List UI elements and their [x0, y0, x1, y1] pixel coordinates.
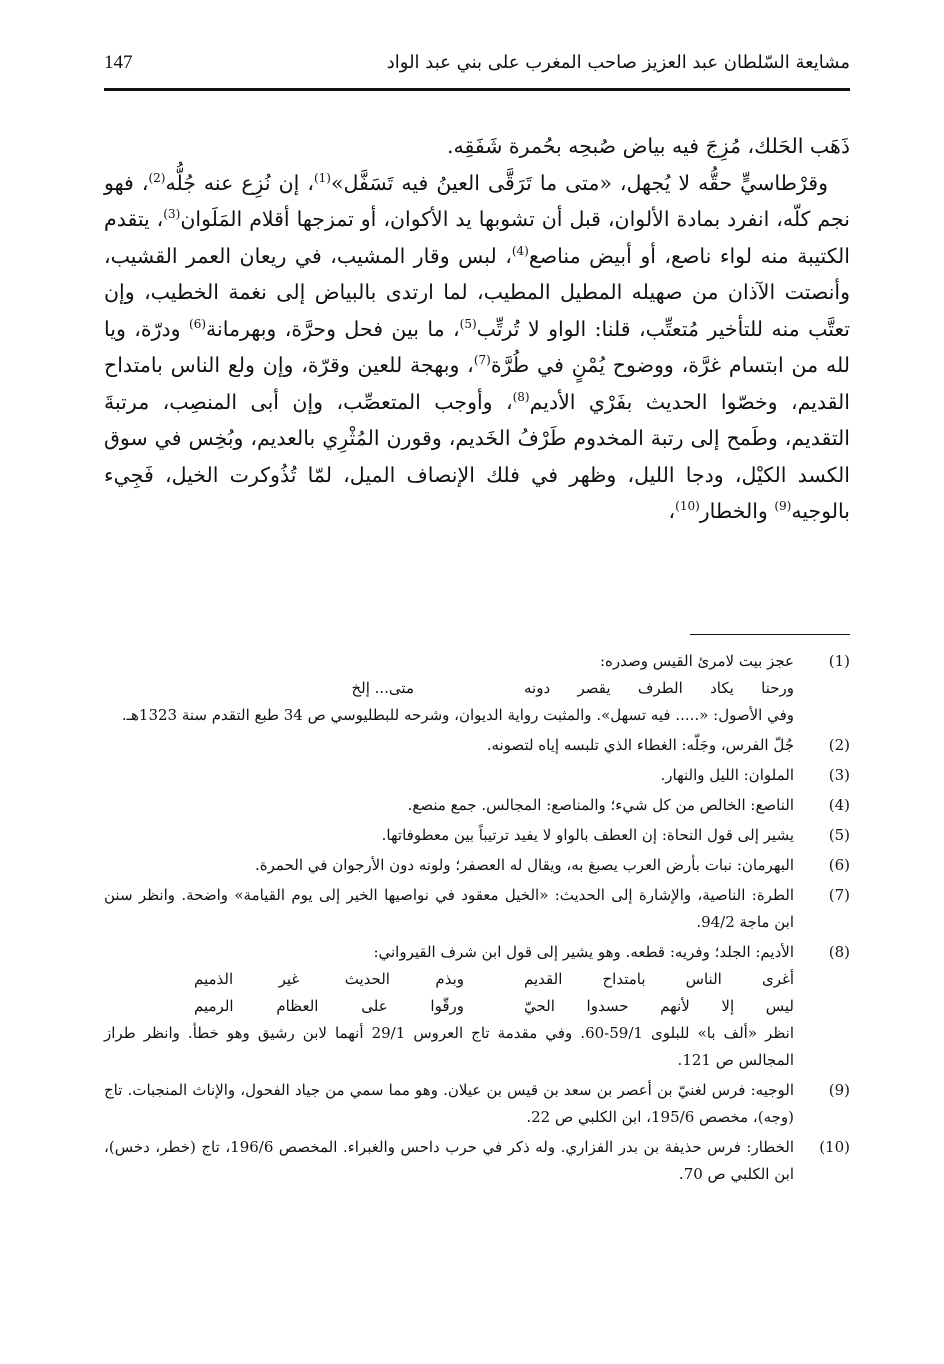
footnote-number: (6)	[828, 856, 850, 874]
footnote-number: (5)	[828, 826, 850, 844]
main-text	[104, 128, 850, 530]
footnote-ref[interactable]: (3)	[163, 207, 181, 221]
footnote-text: عجز بيت لامرئ القيس وصدره:	[599, 652, 794, 670]
footnote	[104, 1077, 850, 1131]
footnote-number: (3)	[828, 766, 850, 784]
footnote-ref[interactable]: (2)	[148, 170, 166, 185]
footnote-ref[interactable]: (7)	[473, 353, 491, 367]
text-run: ودرّة، ويا لله من ابتسام غرَّة، ووضوح يُمْنٍ في طُرَّة	[104, 316, 850, 377]
footnote-ref[interactable]: (5)	[459, 316, 477, 331]
footnote-ref[interactable]: (4)	[511, 243, 529, 258]
footnote	[104, 762, 850, 789]
text-run: ، لبس وقار المشيب، في ريعان العمر القشيب، وأنصتت الآذان من صهيله المطيل المطيب، لما ارتدى بالبياض إلى نغمة الخطيب، وإن تعتَّب منه للتأخير مُتعتِّب، قلنا: الواو لا تُرتِّب	[104, 243, 850, 341]
hemistich: وبذم الحديث غير الذميم	[194, 970, 464, 988]
footnote-ref[interactable]: (1)	[313, 170, 331, 185]
footnote-number: (10)	[819, 1138, 850, 1156]
text-run: ذَهَب الحَلك، مُزِجَ فيه بياض صُبحِه بحُمرة شَفَقِه.	[446, 134, 850, 158]
page-number: 147	[104, 52, 133, 73]
footnote	[104, 792, 850, 819]
verse-line	[194, 675, 794, 702]
running-head: مشايعة السّلطان عبد العزيز صاحب المغرب على بني عبد الواد	[386, 52, 850, 73]
footnote-text: البهرمان: نبات بأرض العرب يصبغ به، ويقال له العصفر؛ ولونه دون الأرجوان في الحمرة.	[254, 856, 794, 874]
footnote-separator	[690, 634, 850, 635]
text-run: وقرْطاسيٍّ حقُّه لا يُجهل، «متى ما تَرَقَّى العينُ فيه تَسَفَّل»	[330, 170, 828, 195]
footnote	[104, 732, 850, 759]
footnote-text: الناصع: الخالص من كل شيء؛ والمناصع: المجالس. جمع منصع.	[407, 796, 794, 814]
text-run: ، يتقدم الكتيبة منه لواء ناصع، أو أبيض مناصع	[104, 207, 850, 268]
footnote-ref[interactable]: (6)	[189, 316, 207, 331]
footnote-text: الخطار: فرس حذيفة بن بدر الفزاري. وله ذكر في حرب داحس والغبراء. المخصص 196/6، تاج (خطر، دخس)، ابن الكلبي ص 70.	[104, 1138, 795, 1183]
text-run: ، ما بين فحل وحرَّة، وبهرمانة	[206, 316, 460, 341]
footnote-ref[interactable]: (8)	[512, 389, 530, 404]
hemistich: ورقّوا على العظام الرميم	[194, 997, 464, 1015]
text-run: ، وبهجة للعين وقرّة، وإن ولع الناس بامتداح القديم، وخصّوا الحديث بفَرْي الأديم	[104, 353, 850, 414]
text-run: ، وأوجب المتعصِّب، وإن أبى المنصِب، مرتبةَ التقديم، وطَمح إلى رتبة المخدوم طَرْفُ الخَديم، وقورن المُثْرِي بالعديم، وبُخِس في سوق الكسد الكيْل، ودجا الليل، وظهر في فلك الإنصاف الميل، لمّا تُذُوكرت الخيل، فَجِيء بالوجيه	[104, 389, 850, 523]
footnote-text: الملوان: الليل والنهار.	[660, 766, 794, 784]
footnotes	[104, 648, 850, 1191]
text-run: ، إن نُزِع عنه جُلُّه	[165, 170, 314, 195]
verse-line	[194, 966, 794, 993]
footnote-ref[interactable]: (9)	[774, 499, 792, 513]
hemistich: ليس إلا لأنهم حسدوا الحيّ	[524, 997, 794, 1015]
footnote-number: (4)	[828, 796, 850, 814]
footnote	[104, 822, 850, 849]
footnote-number: (9)	[828, 1081, 850, 1099]
footnote-text: وفي الأصول: «..... فيه تسهل». والمثبت رواية الديوان، وشرحه للبطليوسي ص 34 طبع التقدم سنة 1323هـ.	[121, 706, 794, 724]
verse-line	[194, 993, 794, 1020]
footnote-text: انظر «ألف با» للبلوى 59/1-60. وفي مقدمة تاج العروس 29/1 أنهما لابن رشيق وهو خطأ. وانظر طراز المجالس ص 121.	[104, 1024, 794, 1069]
footnote	[104, 882, 850, 936]
footnote-number: (2)	[828, 736, 850, 754]
text-run: ،	[668, 499, 676, 523]
paragraph	[104, 165, 850, 530]
hemistich: متى... إلخ	[351, 679, 414, 697]
footnote-text: يشير إلى قول النحاة: إن العطف بالواو لا يفيد ترتيباً بين معطوفاتها.	[381, 826, 794, 844]
page-header	[104, 52, 850, 91]
footnote	[104, 1134, 850, 1188]
footnote-ref[interactable]: (10)	[675, 499, 700, 513]
footnote-number: (8)	[828, 943, 850, 961]
footnote	[104, 939, 850, 1074]
text-run: والخطار	[699, 499, 775, 523]
footnote-text: الطرة: الناصية، والإشارة إلى الحديث: «الخيل معقود في نواصيها الخير إلى يوم القيامة» واضحة. وانظر سنن ابن ماجة 94/2.	[104, 886, 794, 931]
footnote	[104, 648, 850, 729]
footnote-text: الأديم: الجلد؛ وفريه: قطعه. وهو يشير إلى قول ابن شرف القيرواني:	[373, 943, 794, 961]
footnote-text: الوجيه: فرس لغنيّ بن أعصر بن سعد بن قيس بن عيلان. وهو مما سمي من جياد الفحول، والإناث المنجبات. تاج (وجه)، مخصص 195/6، ابن الكلبي ص 22.	[104, 1081, 794, 1126]
paragraph	[104, 128, 850, 165]
footnote-text: جُلّ الفرس، وجَلّه: الغطاء الذي تلبسه إياه لتصونه.	[486, 736, 794, 754]
footnote	[104, 852, 850, 879]
text-run: ، فهو نجم كلّه، انفرد بمادة الألوان، قبل أن تشوبها يد الأكوان، أو تمزجها أقلام المَلَوان	[104, 170, 850, 231]
footnote-number: (7)	[828, 886, 850, 904]
footnote-number: (1)	[828, 652, 850, 670]
hemistich: ورحنا يكاد الطرف يقصر دونه	[524, 679, 794, 697]
hemistich: أغرى الناس بامتداح القديم	[524, 970, 794, 988]
